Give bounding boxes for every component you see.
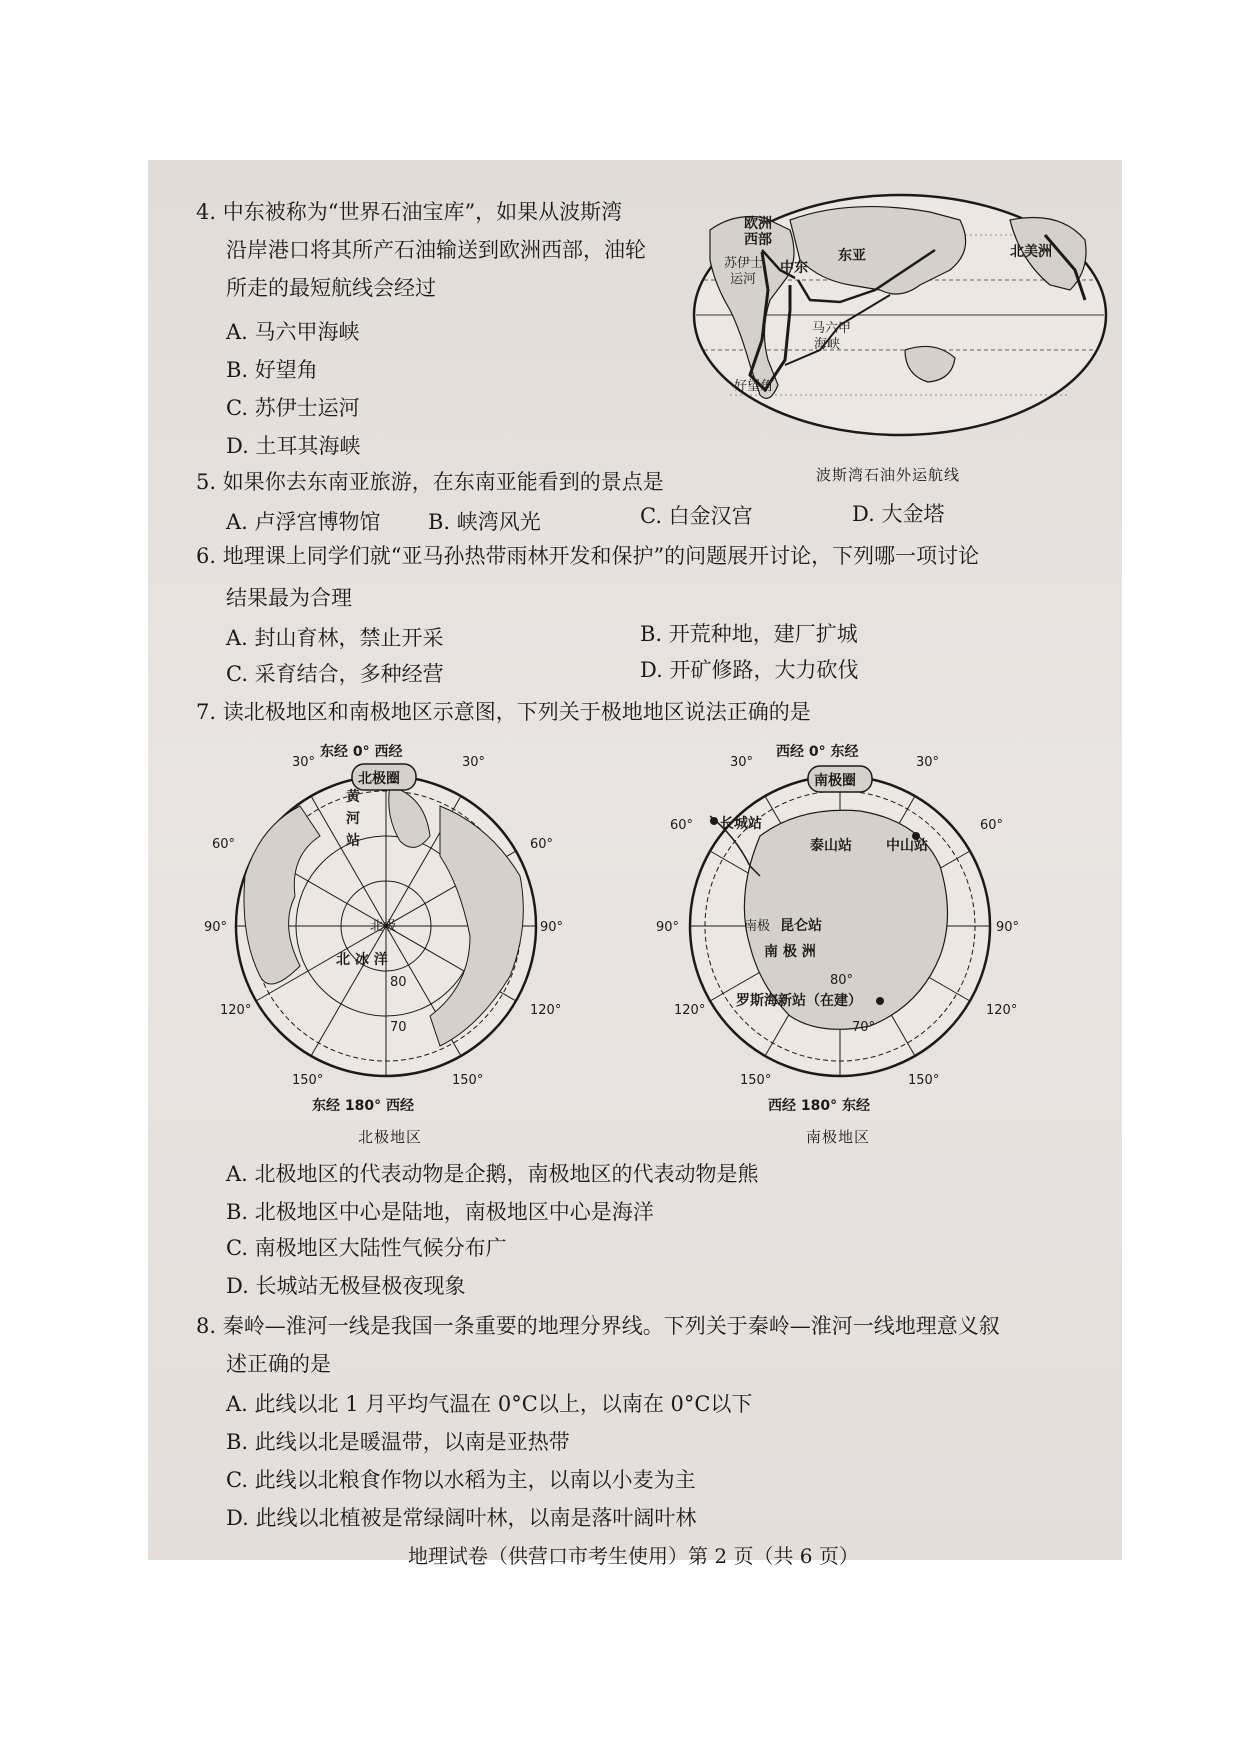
q4-option-b[interactable]: B. 好望角: [226, 358, 318, 382]
arctic-deg-90-right: 90°: [540, 920, 564, 935]
q7-option-c[interactable]: C. 南极地区大陆性气候分布广: [226, 1236, 507, 1260]
label-mideast: 中东: [780, 260, 808, 276]
arctic-deg-120-right: 120°: [530, 1003, 562, 1018]
arctic-lat-80: 80: [390, 975, 407, 990]
q8-stem-line1: 8. 秦岭—淮河一线是我国一条重要的地理分界线。下列关于秦岭—淮河一线地理意义叙: [196, 1314, 1000, 1338]
antarctica-label: 南 极 洲: [764, 944, 816, 960]
arctic-deg-150-left: 150°: [292, 1073, 324, 1088]
antarctic-deg-30-left: 30°: [730, 755, 754, 770]
q5-option-d[interactable]: D. 大金塔: [852, 502, 945, 526]
great-wall-station: 长城站: [720, 816, 762, 832]
antarctic-top-label: 西经 0° 东经: [776, 744, 859, 760]
taishan-station: 泰山站: [810, 838, 852, 854]
q8-option-a[interactable]: A. 此线以北 1 月平均气温在 0°C以上，以南在 0°C以下: [226, 1392, 753, 1416]
q4-option-d[interactable]: D. 土耳其海峡: [226, 434, 361, 458]
antarctic-lat-70: 70°: [852, 1020, 876, 1035]
antarctic-bottom-label: 西经 180° 东经: [768, 1098, 870, 1114]
arctic-deg-120-left: 120°: [220, 1003, 252, 1018]
arctic-top-label: 东经 0° 西经: [320, 744, 403, 760]
antarctic-caption: 南极地区: [806, 1128, 871, 1146]
q6-option-d[interactable]: D. 开矿修路，大力砍伐: [640, 658, 859, 682]
q4-stem-line3: 所走的最短航线会经过: [226, 276, 436, 300]
q7-stem: 7. 读北极地区和南极地区示意图，下列关于极地地区说法正确的是: [196, 700, 811, 724]
label-east-asia: 东亚: [838, 248, 866, 264]
antarctic-lat-80: 80°: [830, 973, 854, 988]
oil-map-caption: 波斯湾石油外运航线: [816, 466, 961, 484]
antarctic-deg-150-right: 150°: [908, 1073, 940, 1088]
antarctic-deg-90-right: 90°: [996, 920, 1020, 935]
q8-option-d[interactable]: D. 此线以北植被是常绿阔叶林，以南是落叶阔叶林: [226, 1506, 697, 1530]
yellow-river-station-1: 黄: [346, 789, 360, 805]
q6-option-a[interactable]: A. 封山育林，禁止开采: [226, 626, 444, 650]
antarctic-deg-120-right: 120°: [986, 1003, 1018, 1018]
arctic-deg-30-left: 30°: [292, 755, 316, 770]
q8-option-b[interactable]: B. 此线以北是暖温带，以南是亚热带: [226, 1430, 570, 1454]
q4-option-a[interactable]: A. 马六甲海峡: [226, 320, 360, 344]
arctic-caption: 北极地区: [358, 1128, 423, 1146]
q7-option-a[interactable]: A. 北极地区的代表动物是企鹅，南极地区的代表动物是熊: [226, 1162, 759, 1186]
q5-stem: 5. 如果你去东南亚旅游，在东南亚能看到的景点是: [196, 470, 664, 494]
north-pole-label: 北极: [370, 919, 397, 934]
antarctic-deg-90-left: 90°: [656, 920, 680, 935]
page-footer: 地理试卷（供营口市考生使用）第 2 页（共 6 页）: [408, 1544, 859, 1568]
q6-option-b[interactable]: B. 开荒种地，建厂扩城: [640, 622, 858, 646]
q6-stem-line2: 结果最为合理: [226, 586, 352, 610]
antarctic-deg-60-left: 60°: [670, 818, 694, 833]
q6-option-c[interactable]: C. 采育结合，多种经营: [226, 662, 444, 686]
antarctic-deg-60-right: 60°: [980, 818, 1004, 833]
arctic-map: [200, 726, 580, 1126]
arctic-deg-30-right: 30°: [462, 755, 486, 770]
oil-route-map: [690, 190, 1110, 440]
q4-stem-line1: 4. 中东被称为“世界石油宝库”，如果从波斯湾: [196, 200, 623, 224]
arctic-bottom-label: 东经 180° 西经: [312, 1098, 414, 1114]
q5-option-a[interactable]: A. 卢浮宫博物馆: [226, 510, 381, 534]
q5-option-c[interactable]: C. 白金汉宫: [640, 504, 753, 528]
yellow-river-station-2: 河: [346, 811, 360, 827]
arctic-deg-150-right: 150°: [452, 1073, 484, 1088]
q4-stem-line2: 沿岸港口将其所产石油输送到欧洲西部，油轮: [226, 238, 646, 262]
antarctic-map: [640, 726, 1060, 1126]
antarctic-deg-150-left: 150°: [740, 1073, 772, 1088]
label-malacca-1: 马六甲: [812, 321, 852, 336]
ross-sea-station: 罗斯海新站（在建）: [736, 993, 862, 1009]
label-cape: 好望角: [734, 379, 774, 394]
q8-option-c[interactable]: C. 此线以北粮食作物以水稻为主，以南以小麦为主: [226, 1468, 696, 1492]
south-pole-label: 南极: [744, 919, 771, 934]
zhongshan-station: 中山站: [886, 838, 928, 854]
q4-option-c[interactable]: C. 苏伊士运河: [226, 396, 360, 420]
q5-option-b[interactable]: B. 峡湾风光: [428, 510, 541, 534]
arctic-deg-90-left: 90°: [204, 920, 228, 935]
antarctic-circle-label: 南极圈: [814, 773, 856, 789]
label-west-europe-2: 西部: [744, 232, 772, 248]
yellow-river-station-3: 站: [346, 833, 360, 849]
antarctic-deg-30-right: 30°: [916, 755, 940, 770]
arctic-ocean-label: 北 冰 洋: [336, 952, 388, 968]
arctic-circle-label: 北极圈: [358, 771, 400, 787]
q6-stem-line1: 6. 地理课上同学们就“亚马孙热带雨林开发和保护”的问题展开讨论，下列哪一项讨论: [196, 544, 980, 568]
antarctic-deg-120-left: 120°: [674, 1003, 706, 1018]
label-malacca-2: 海峡: [814, 337, 841, 352]
label-suez-1: 苏伊士: [724, 256, 764, 271]
arctic-deg-60-right: 60°: [530, 837, 554, 852]
label-north-america: 北美洲: [1010, 244, 1052, 260]
kunlun-station: 昆仑站: [780, 918, 822, 934]
arctic-lat-70: 70: [390, 1020, 407, 1035]
label-suez-2: 运河: [730, 272, 757, 287]
q7-option-d[interactable]: D. 长城站无极昼极夜现象: [226, 1274, 466, 1298]
q7-option-b[interactable]: B. 北极地区中心是陆地，南极地区中心是海洋: [226, 1200, 654, 1224]
arctic-deg-60-left: 60°: [212, 837, 236, 852]
label-west-europe-1: 欧洲: [744, 216, 772, 232]
q8-stem-line2: 述正确的是: [226, 1352, 331, 1376]
